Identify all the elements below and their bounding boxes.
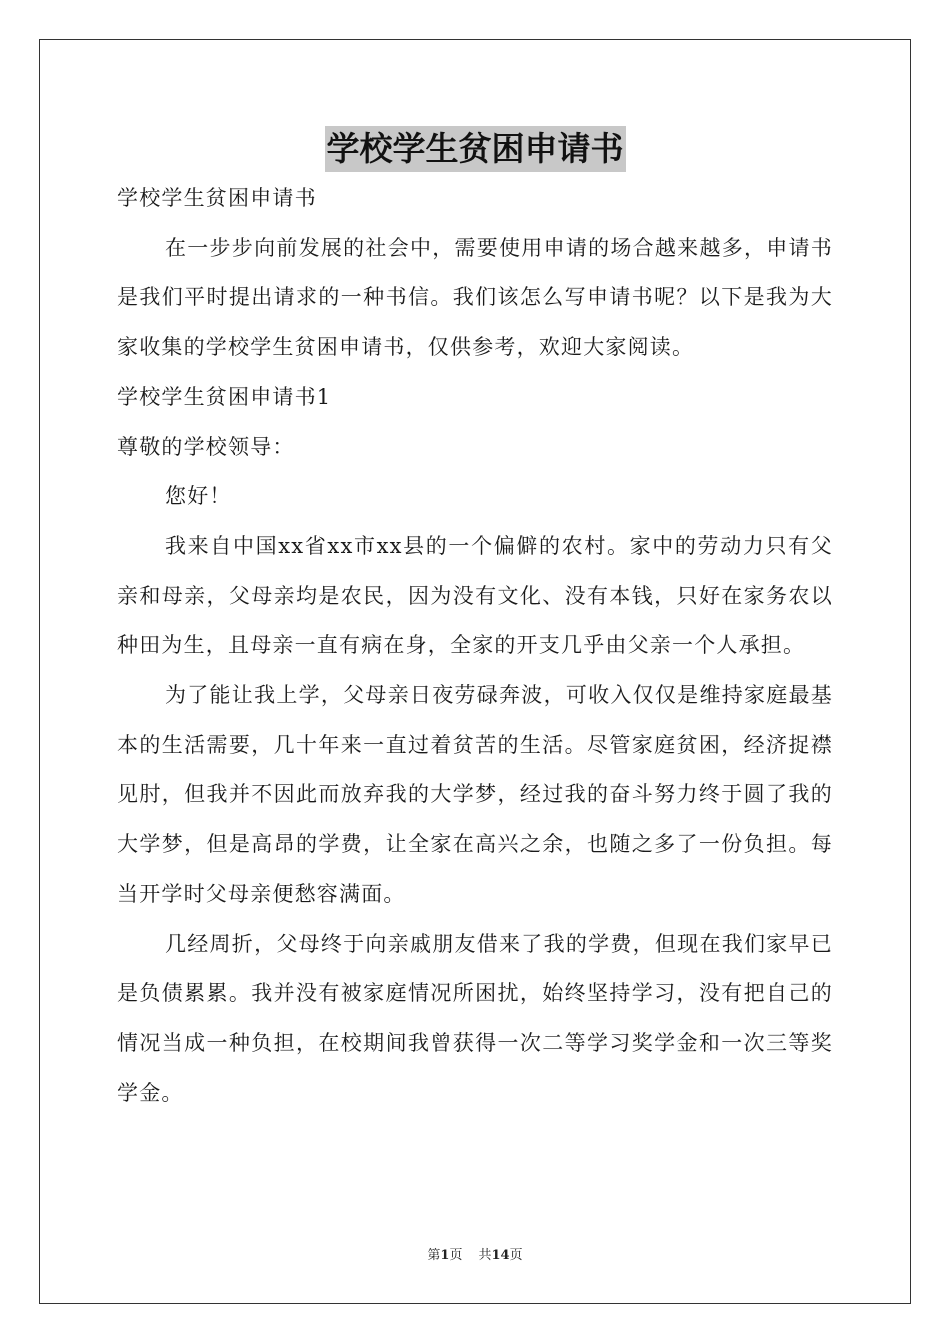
paragraph: 几经周折，父母终于向亲戚朋友借来了我的学费，但现在我们家早已是负债累累。我并没有被家庭情况所困扰，始终坚持学习，没有把自己的情况当成一种负担，在校期间我曾获得一次二等学习奖学金和一次三等奖学金。 bbox=[117, 931, 833, 1105]
document-body bbox=[117, 174, 833, 1118]
paragraph: 学校学生贫困申请书 bbox=[117, 186, 317, 210]
total-pages: 14 bbox=[491, 1248, 510, 1263]
page-prefix: 第 bbox=[427, 1248, 441, 1263]
paragraph: 您好！ bbox=[165, 484, 232, 509]
title-container bbox=[0, 126, 950, 172]
page-suffix: 页 bbox=[449, 1248, 463, 1263]
page-footer bbox=[0, 1247, 950, 1265]
paragraph: 尊敬的学校领导： bbox=[117, 434, 295, 459]
paragraph: 我来自中国xx省xx市xx县的一个偏僻的农村。家中的劳动力只有父亲和母亲，父母亲均是农民，因为没有文化、没有本钱，只好在家务农以种田为生，且母亲一直有病在身，全家的开支几乎由父亲一个人承担。 bbox=[117, 533, 833, 658]
document-title: 学校学生贫困申请书 bbox=[325, 126, 626, 172]
total-prefix: 共 bbox=[478, 1248, 492, 1263]
paragraph: 为了能让我上学，父母亲日夜劳碌奔波，可收入仅仅是维持家庭最基本的生活需要，几十年来一直过着贫苦的生活。尽管家庭贫困，经济捉襟见肘，但我并不因此而放弃我的大学梦，经过我的奋斗努力终于圆了我的大学梦，但是高昂的学费，让全家在高兴之余，也随之多了一份负担。每当开学时父母亲便愁容满面。 bbox=[117, 683, 833, 906]
total-suffix: 页 bbox=[509, 1248, 523, 1263]
page-number: 1 bbox=[440, 1248, 450, 1263]
paragraph: 学校学生贫困申请书1 bbox=[117, 384, 332, 409]
paragraph: 在一步步向前发展的社会中，需要使用申请的场合越来越多，申请书是我们平时提出请求的一种书信。我们该怎么写申请书呢？以下是我为大家收集的学校学生贫困申请书，仅供参考，欢迎大家阅读。 bbox=[117, 235, 833, 360]
